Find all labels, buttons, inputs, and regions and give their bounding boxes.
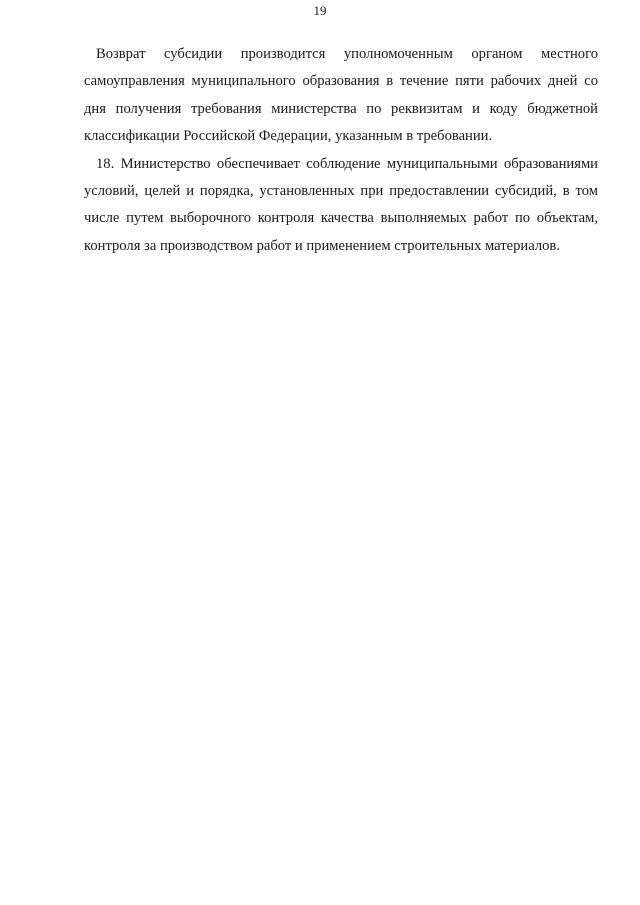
page-number: 19 <box>313 3 327 18</box>
paragraph-subsidy-return: Возврат субсидии производится уполномоченным органом местного самоуправления муниципального образования в течение пяти рабочих дней со дня получения требования министерства по реквизитам и коду бюджетной классификации Российской Федерации, указанным в требовании. <box>84 46 598 145</box>
document-body <box>84 41 598 260</box>
paragraph-18-ministry-control: 18. Министерство обеспечивает соблюдение муниципальными образованиями условий, целей и порядка, установленных при предоставлении субсидий, в том числе путем выборочного контроля качества выполняемых работ по объектам, контроля за производством работ и применением строительных материалов. <box>84 155 598 254</box>
